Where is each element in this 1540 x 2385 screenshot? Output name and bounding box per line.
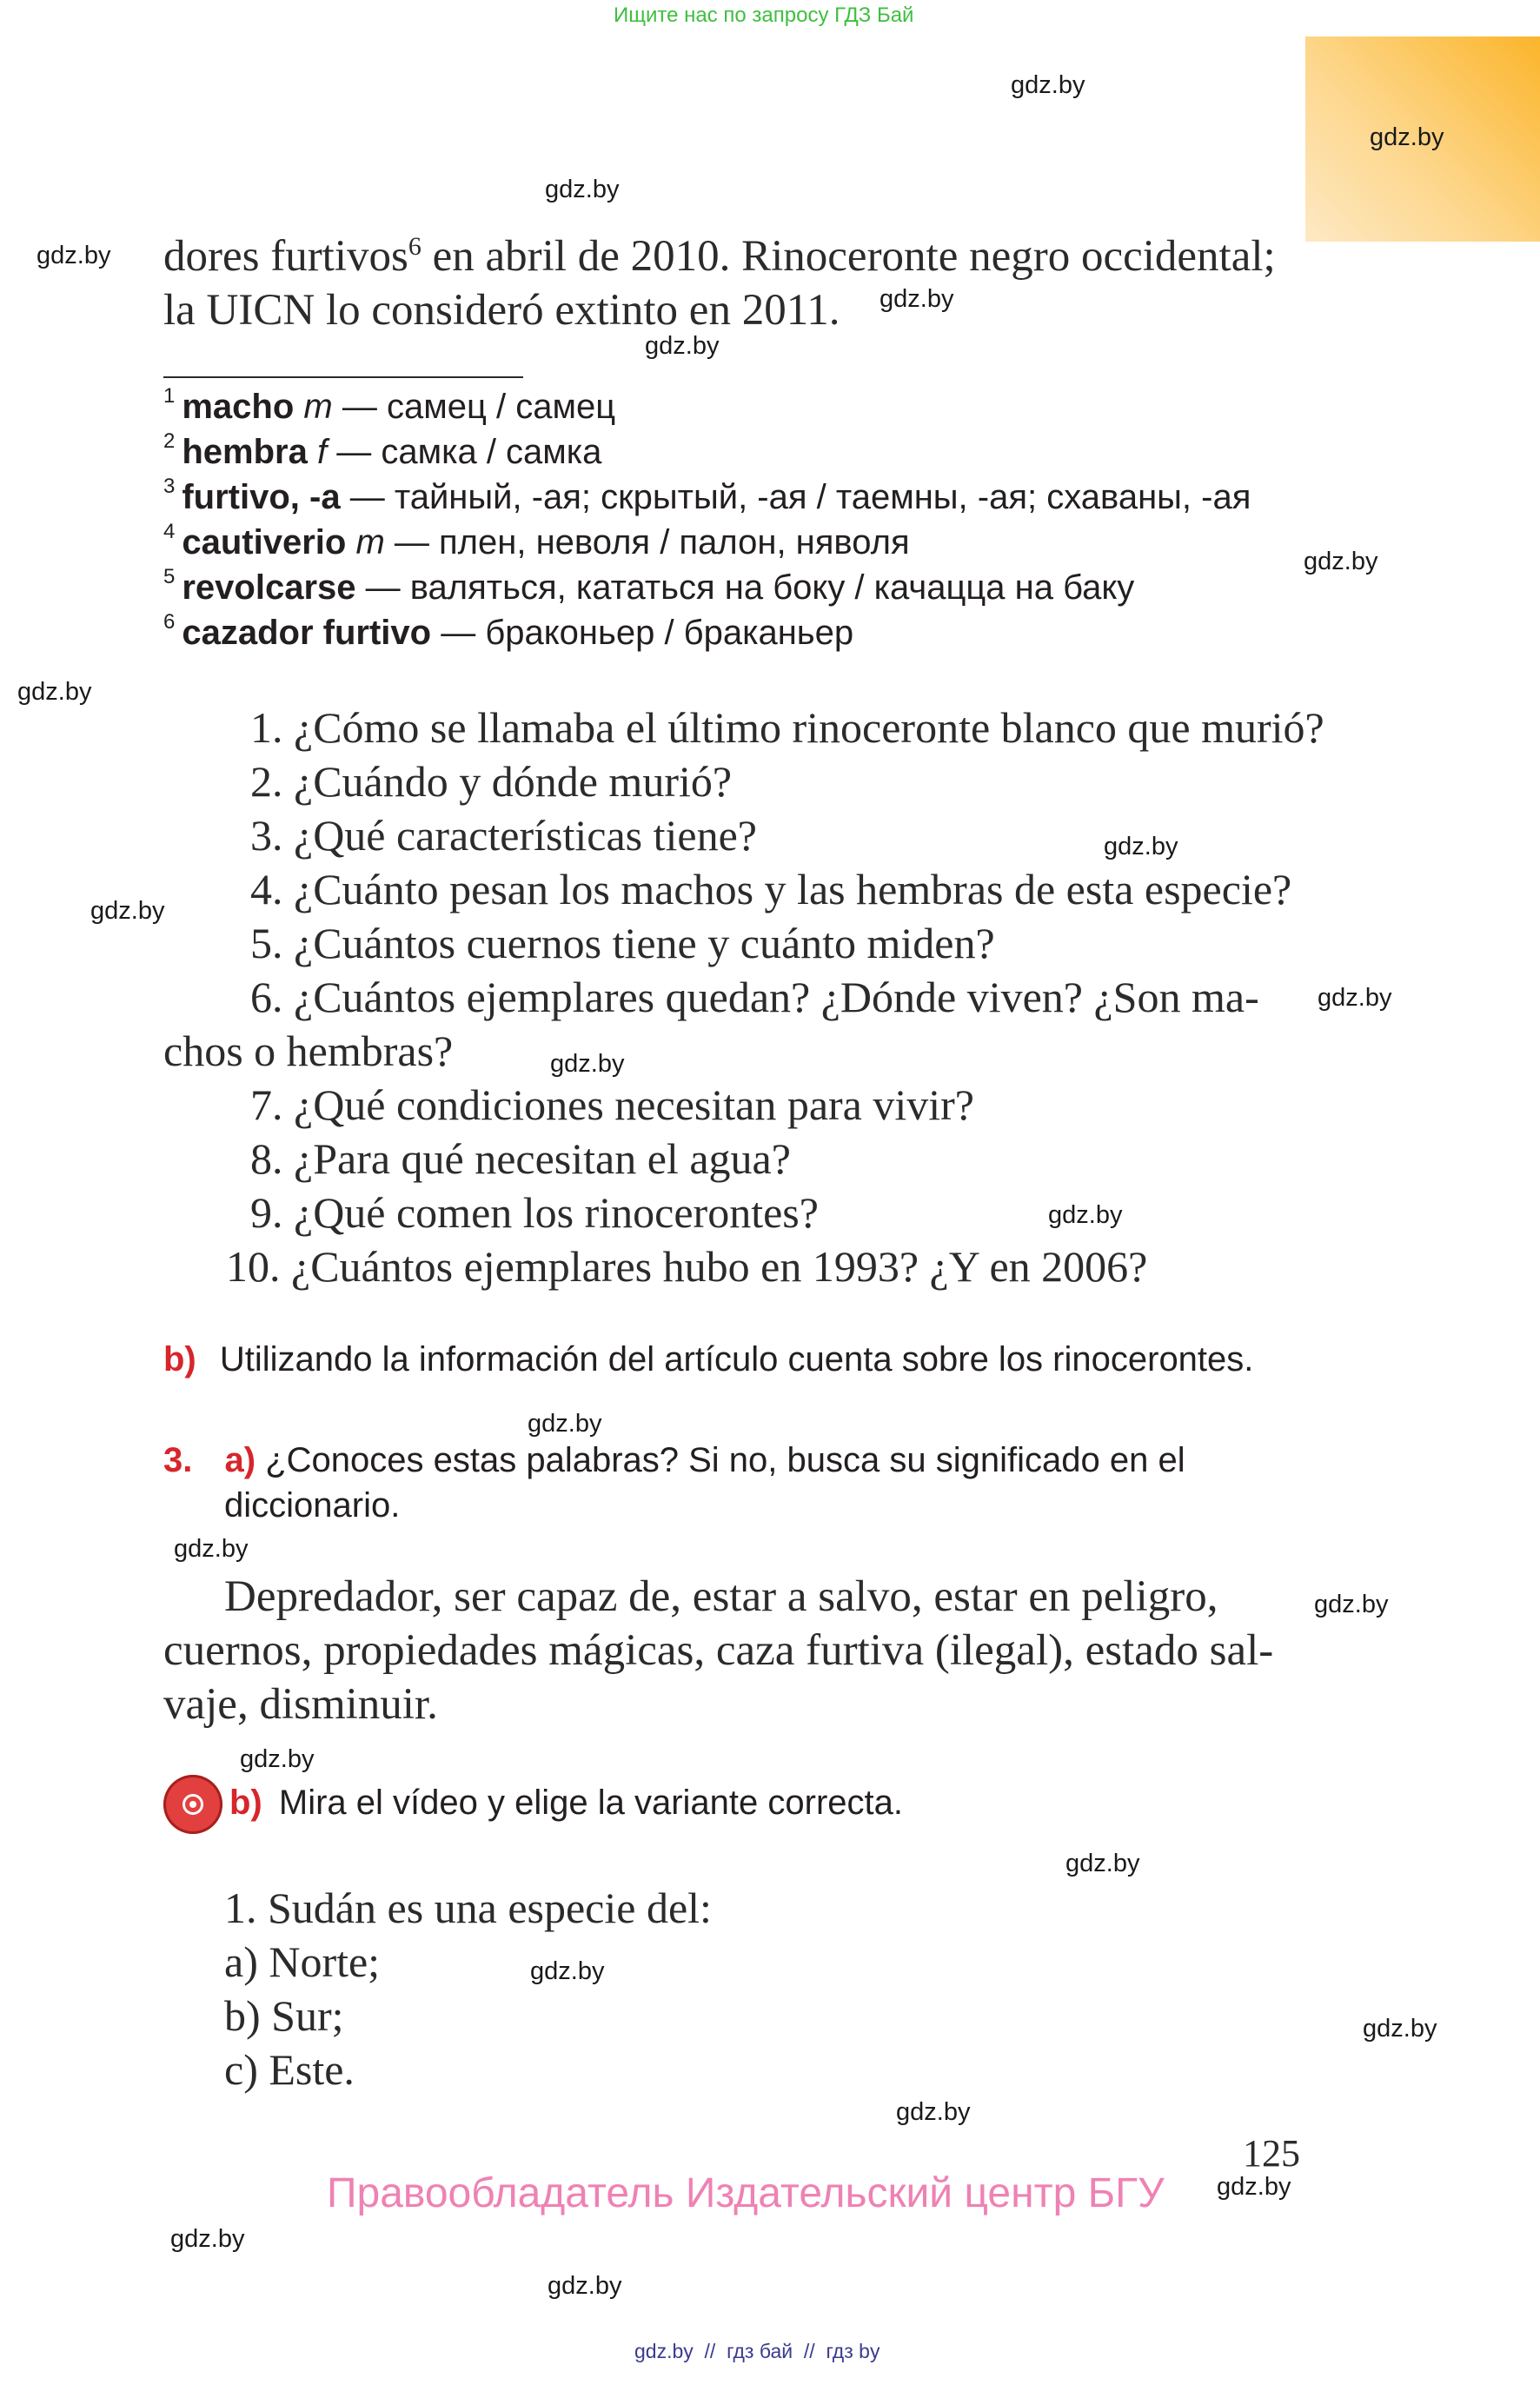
task-3b-label: b) [229,1784,262,1822]
watermark: gdz.by [1048,1201,1123,1229]
bottom-links[interactable]: gdz.by // гдз бай // гдз by [634,2340,880,2362]
page-number: 125 [1243,2132,1300,2175]
watermark: gdz.by [530,1957,605,1985]
footnote-dash: — [355,568,410,607]
watermark: gdz.by [1318,984,1392,1012]
watermark: gdz.by [528,1410,602,1438]
footnote-number: 3 [163,475,176,498]
watermark: gdz.by [1363,2015,1437,2043]
vocabulary-line: Depredador, ser capaz de, estar a salvo, estar en peligro, [224,1572,1218,1621]
footnote-dash: — [332,388,387,426]
watermark: gdz.by [90,897,165,925]
footnote-translation: самец / самец [386,388,616,426]
footnote-term: cazador furtivo [182,614,432,652]
task-b [163,1340,1253,1379]
footnote-number: 6 [163,610,176,634]
video-disc-icon[interactable] [163,1775,222,1834]
footnote-translation: валяться, кататься на боку / качацца на баку [409,568,1135,607]
task-b-text: Utilizando la información del artículo cuenta sobre los rinocerontes. [219,1340,1254,1379]
footnote-translation: плен, неволя / палон, няволя [439,523,910,561]
question: 6. ¿Cuántos ejemplares quedan? ¿Dónde viven? ¿Son ma- [250,973,1259,1021]
watermark: gdz.by [174,1535,249,1563]
intro-line-1-rest: en abril de 2010. Rinoceronte negro occidental; [421,232,1276,281]
task-number: 3. [163,1441,193,1479]
copyright-line: Правообладатель Издательский центр БГУ [327,2170,1165,2216]
footnote [163,520,910,562]
task-3b-text: Mira el vídeo y elige la variante correcta. [278,1784,903,1822]
watermark: gdz.by [37,242,111,269]
task-3a-label: a) [224,1441,256,1479]
footnote-translation: самка / самка [381,433,602,471]
question: 9. ¿Qué comen los rinocerontes? [250,1188,819,1237]
watermark: gdz.by [17,678,92,706]
watermark: gdz.by [170,2225,245,2253]
top-banner: Ищите нас по запросу ГДЗ Бай [614,3,914,27]
footnote [163,384,616,427]
question: 2. ¿Cuándo y dónde murió? [250,757,733,806]
task-3a [163,1441,1185,1480]
footnote-divider [163,376,523,378]
footnote-number: 5 [163,565,176,588]
footnote-term: cautiverio [182,523,347,561]
footnote-term: revolcarse [182,568,356,607]
task-b-label: b) [163,1340,196,1379]
intro-line-1-start: dores furtivos [163,232,408,281]
watermark: gdz.by [1065,1850,1140,1877]
footnote-number: 1 [163,384,176,408]
watermark: gdz.by [896,2098,971,2126]
choice-option: a) Norte; [224,1937,381,1986]
vocabulary-line: vaje, disminuir. [163,1680,438,1729]
task-3a-text: ¿Conoces estas palabras? Si no, busca su significado en el [265,1441,1185,1479]
footnote-dash: — [431,614,486,652]
task-3b [229,1784,903,1823]
intro-line-2: la UICN lo consideró extinto en 2011. [163,286,840,335]
choice-option: b) Sur; [224,1991,344,2040]
watermark: gdz.by [1370,123,1444,151]
watermark: gdz.by [548,2272,622,2300]
footnote [163,475,1251,517]
footnote-number: 2 [163,429,176,453]
footnote-translation: тайный, -ая; скрытый, -ая / таемны, -ая; схаваны, -ая [394,478,1251,516]
footnote-term: furtivo, -a [182,478,341,516]
question: 10. ¿Cuántos ejemplares hubo en 1993? ¿Y en 2006? [226,1242,1148,1291]
watermark: gdz.by [880,285,954,313]
question: 7. ¿Qué condiciones necesitan para vivir? [250,1080,974,1129]
footnote-translation: браконьер / браканьер [485,614,854,652]
watermark: gdz.by [1314,1591,1389,1618]
footnote-number: 4 [163,520,176,543]
question: 5. ¿Cuántos cuernos tiene y cuánto miden? [250,919,995,967]
footnote-dash: — [340,478,395,516]
task-3a-text-line-2: diccionario. [224,1486,401,1525]
watermark: gdz.by [645,332,720,360]
watermark: gdz.by [550,1050,625,1078]
video-disc-center [189,1801,196,1808]
footnote-gram: f [316,433,328,471]
question: 1. ¿Cómo se llamaba el último rinoceronte blanco que murió? [250,703,1324,752]
watermark: gdz.by [545,176,620,203]
question: 3. ¿Qué características tiene? [250,811,757,860]
footnote [163,565,1135,608]
watermark: gdz.by [1217,2173,1291,2201]
choice-question-stem: 1. Sudán es una especie del: [224,1883,712,1932]
footnote-ref: 6 [408,232,422,261]
intro-line-1 [163,231,1276,282]
watermark: gdz.by [1104,833,1178,860]
footnote [163,429,602,472]
footnote-dash: — [327,433,382,471]
question: 8. ¿Para qué necesitan el agua? [250,1134,791,1183]
vocabulary-line: cuernos, propiedades mágicas, caza furtiva (ilegal), estado sal- [163,1626,1274,1675]
watermark: gdz.by [1011,71,1085,99]
watermark: gdz.by [1304,548,1378,575]
question-continuation: chos o hembras? [163,1026,454,1075]
footnote-gram: m [355,523,385,561]
question: 4. ¿Cuánto pesan los machos y las hembras de esta especie? [250,865,1292,913]
footnote-gram: m [303,388,333,426]
footnote [163,610,854,653]
footnote-dash: — [384,523,440,561]
footnote-term: macho [182,388,295,426]
watermark: gdz.by [240,1745,315,1773]
footnote-term: hembra [182,433,308,471]
choice-option: c) Este. [224,2045,355,2094]
